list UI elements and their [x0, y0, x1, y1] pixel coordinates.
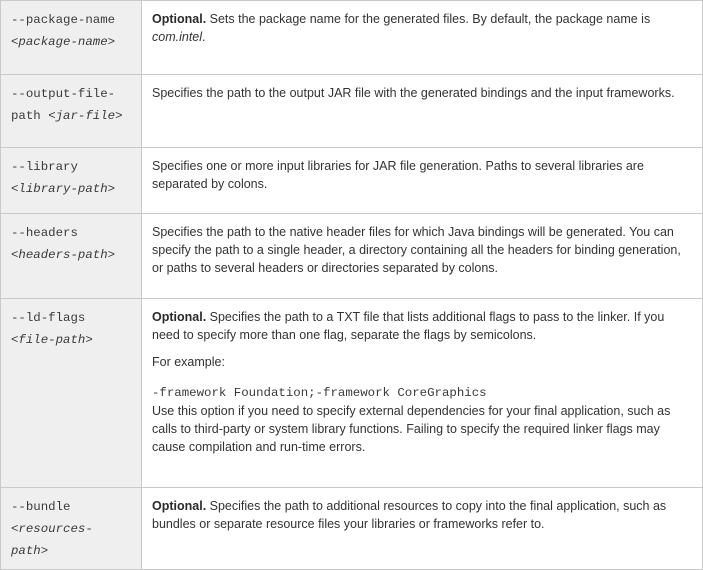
- example-label: For example:: [152, 355, 225, 369]
- option-name-continued: path: [11, 109, 41, 123]
- option-name: --package-name: [11, 13, 116, 27]
- option-description-cell: [142, 488, 703, 570]
- example-code: -framework Foundation;-framework CoreGraphics: [152, 386, 487, 400]
- option-description: Sets the package name for the generated files. By default, the package name is: [206, 12, 651, 26]
- optional-label: Optional.: [152, 499, 207, 513]
- option-name: --bundle: [11, 500, 71, 514]
- option-name-cell: [1, 75, 142, 148]
- optional-label: Optional.: [152, 12, 207, 26]
- table-row: [1, 214, 703, 299]
- option-name-cell: [1, 214, 142, 299]
- option-description: Specifies the path to the output JAR file with the generated bindings and the input frameworks.: [152, 86, 675, 100]
- option-name: --ld-flags: [11, 311, 86, 325]
- option-description-cell: [142, 1, 703, 75]
- option-name-cell: [1, 488, 142, 570]
- option-argument: <library-path>: [11, 182, 116, 196]
- option-description-cell: [142, 148, 703, 214]
- table-row: [1, 1, 703, 75]
- option-argument-continued: path>: [11, 544, 49, 558]
- option-argument: <resources-: [11, 522, 93, 536]
- option-name: --output-file-: [11, 87, 116, 101]
- option-name-cell: [1, 1, 142, 75]
- option-argument: <file-path>: [11, 333, 93, 347]
- option-name: --library: [11, 160, 78, 174]
- option-name: --headers: [11, 226, 78, 240]
- option-description-cell: [142, 214, 703, 299]
- option-description: Specifies one or more input libraries for JAR file generation. Paths to several libraries are separated by colons.: [152, 159, 644, 191]
- option-argument: <package-name>: [11, 35, 116, 49]
- table-row: [1, 299, 703, 488]
- option-description-cell: [142, 75, 703, 148]
- table-row: [1, 488, 703, 570]
- option-description-cell: [142, 299, 703, 488]
- description-end: .: [202, 30, 206, 44]
- option-argument: <headers-path>: [11, 248, 116, 262]
- table-row: [1, 75, 703, 148]
- option-name-cell: [1, 299, 142, 488]
- option-description: Specifies the path to the native header files for which Java bindings will be generated. You can specify the path to a single header, a directory containing all the headers for binding generation, or paths to several headers or directories separated by colons.: [152, 225, 681, 275]
- default-package-name: com.intel: [152, 30, 203, 44]
- option-argument: <jar-file>: [48, 109, 123, 123]
- option-description: Specifies the path to a TXT file that lists additional flags to pass to the linker. If you need to specify more than one flag, separate the flags by semicolons.: [152, 310, 665, 342]
- option-description: Specifies the path to additional resources to copy into the final application, such as bundles or separate resource files your libraries or frameworks refer to.: [152, 499, 667, 531]
- optional-label: Optional.: [152, 310, 207, 324]
- option-usage-note: Use this option if you need to specify external dependencies for your final application, such as calls to third-party or system library functions. Failing to specify the required linker flags may cause compilation and run-time errors.: [152, 404, 671, 454]
- table-row: [1, 148, 703, 214]
- option-name-cell: [1, 148, 142, 214]
